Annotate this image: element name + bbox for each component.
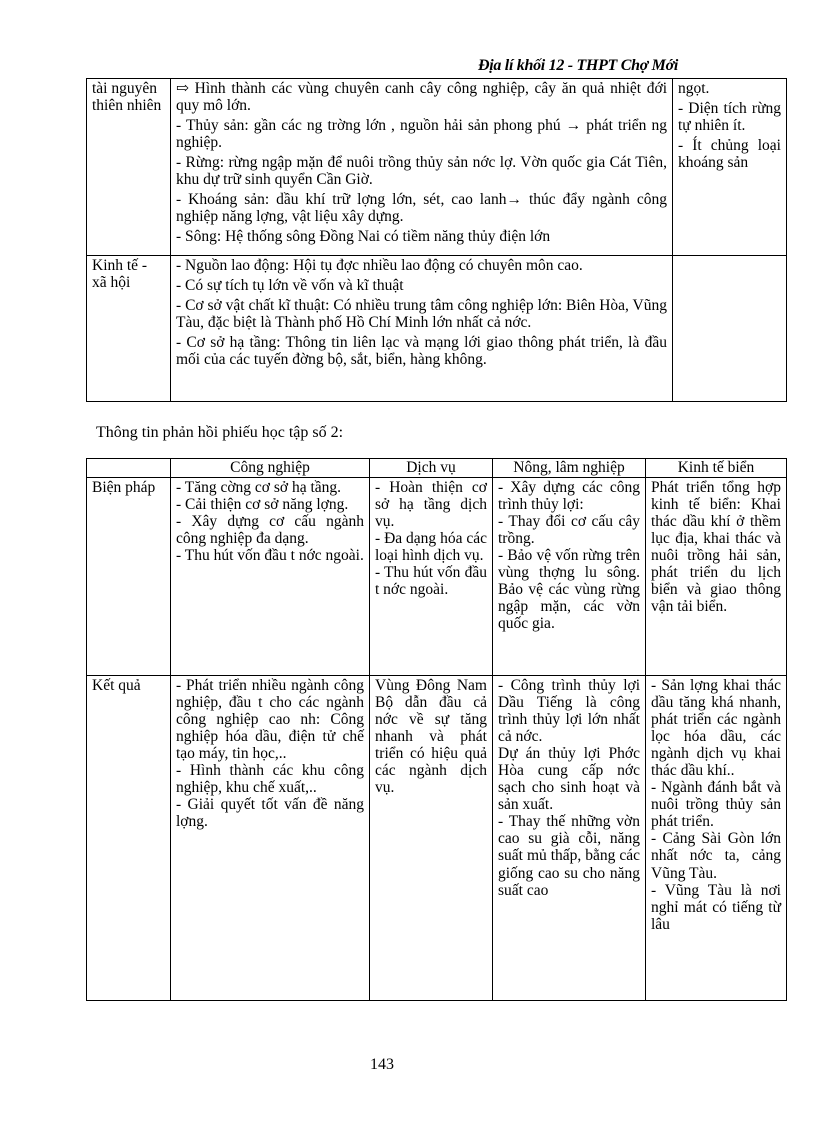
limitation-line: - Diện tích rừng tự nhiên ít. <box>678 100 781 135</box>
cell-industry <box>171 478 370 676</box>
cell-marine-economy <box>646 478 787 676</box>
cell-services <box>370 478 493 676</box>
cell-line: Dự án thủy lợi Phớc Hòa cung cấp nớc sạch cho sinh hoạt và sản xuất. <box>498 745 640 814</box>
cell-line: Vùng Đông Nam Bộ dẫn đầu cả nớc về sự tăng nhanh và phát triển có hiệu quả các ngành dịch vụ. <box>375 677 487 797</box>
cell-line: - Vũng Tàu là nơi nghỉ mát có tiếng từ lâu <box>651 881 781 933</box>
cell-line: - Công trình thủy lợi Dầu Tiếng là công trình thủy lợi lớn nhất cả nớc. <box>498 677 640 746</box>
row-content <box>171 79 673 256</box>
content-line: - Sông: Hệ thống sông Đồng Nai có tiềm năng thủy điện lớn <box>176 228 551 246</box>
row-content <box>171 256 673 402</box>
header-row <box>87 459 787 478</box>
header-cell-empty <box>87 459 171 478</box>
cell-line: - Cải thiện cơ sở năng lợng. <box>176 496 349 514</box>
cell-line: - Thu hút vốn đầu t nớc ngoài. <box>176 547 364 565</box>
header-industry: Công nghiệp <box>171 459 370 478</box>
cell-agriculture <box>493 478 646 676</box>
cell-line: - Giải quyết tốt vấn đề năng lợng. <box>176 796 364 831</box>
content-line: - Cơ sở hạ tầng: Thông tin liên lạc và mạng lới giao thông phát triển, là đầu mối của các tuyến đờng bộ, sắt, biển, hàng không. <box>176 334 667 369</box>
content-line: - Cơ sở vật chất kĩ thuật: Có nhiều trung tâm công nghiệp lớn: Biên Hòa, Vũng Tàu, đặc biệt là Thành phố Hồ Chí Minh lớn nhất cả nớc. <box>176 297 667 332</box>
table-row <box>87 256 787 402</box>
table-row <box>87 79 787 256</box>
cell-services <box>370 676 493 1001</box>
page-number: 143 <box>370 1056 394 1073</box>
cell-line: - Sản lợng khai thác dầu tăng khá nhanh, phát triển các ngành lọc hóa dầu, các ngành dịch vụ khai thác dầu khí.. <box>651 677 781 780</box>
cell-line: - Đa dạng hóa các loại hình dịch vụ. <box>375 530 487 565</box>
table-row <box>87 676 787 1001</box>
cell-industry <box>171 676 370 1001</box>
cell-line: - Thay đổi cơ cấu cây trồng. <box>498 513 640 548</box>
content-line: - Có sự tích tụ lớn về vốn và kĩ thuật <box>176 277 404 295</box>
row-label: Biện pháp <box>87 478 171 676</box>
cell-line: - Xây dựng các công trình thủy lợi: <box>498 479 640 514</box>
header-services: Dịch vụ <box>370 459 493 478</box>
row-limitations <box>673 256 787 402</box>
cell-marine-economy <box>646 676 787 1001</box>
cell-line: - Thu hút vốn đầu t nớc ngoài. <box>375 564 487 599</box>
cell-line: - Phát triển nhiều ngành công nghiệp, đầu t cho các ngành công nghiệp cao nh: Công nghiệp hóa dầu, điện tử chế tạo máy, tin học,.. <box>176 677 364 763</box>
content-line: ⇨ Hình thành các vùng chuyên canh cây công nghiệp, cây ăn quả nhiệt đới quy mô lớn. <box>176 80 667 115</box>
limitation-line: ngọt. <box>678 80 710 97</box>
section-title: Thông tin phản hồi phiếu học tập số 2: <box>96 424 344 441</box>
header-marine-economy: Kinh tế biển <box>646 459 787 478</box>
content-line: - Rừng: rừng ngập mặn để nuôi trồng thủy sản nớc lợ. Vờn quốc gia Cát Tiên, khu dự trữ sinh quyển Cần Giờ. <box>176 154 667 189</box>
page-header: Địa lí khối 12 - THPT Chợ Mới <box>478 57 679 74</box>
cell-line: - Tăng cờng cơ sở hạ tầng. <box>176 479 342 496</box>
cell-line: - Hoàn thiện cơ sở hạ tầng dịch vụ. <box>375 479 487 531</box>
feedback-table <box>86 458 787 1001</box>
limitation-line: - Ít chủng loại khoáng sản <box>678 137 781 172</box>
cell-line: - Bảo vệ vốn rừng trên vùng thợng lu sông. Bảo vệ các vùng rừng ngập mặn, các vờn quốc gia. <box>498 547 640 633</box>
table-row <box>87 478 787 676</box>
row-label: Kinh tế - xã hội <box>87 256 171 402</box>
row-limitations <box>673 79 787 256</box>
cell-line: Phát triển tổng hợp kinh tế biển: Khai thác dầu khí ở thềm lục địa, khai thác và nuôi trồng hải sản, phát triển du lịch biển và giao thông vận tải biển. <box>651 479 781 616</box>
content-line: - Thủy sản: gần các ng trờng lớn , nguồn hải sản phong phú → phát triển ng nghiệp. <box>176 117 667 152</box>
cell-line: - Cảng Sài Gòn lớn nhất nớc ta, cảng Vũng Tàu. <box>651 830 781 882</box>
cell-agriculture <box>493 676 646 1001</box>
content-line: - Nguồn lao động: Hội tụ đợc nhiều lao động có chuyên môn cao. <box>176 257 583 274</box>
cell-line: - Hình thành các khu công nghiệp, khu chế xuất,.. <box>176 762 364 797</box>
cell-line: - Thay thế những vờn cao su già cỗi, năng suất mủ thấp, bằng các giống cao su cho năng suất cao <box>498 813 640 899</box>
row-label: tài nguyên thiên nhiên <box>87 79 171 256</box>
row-label: Kết quả <box>87 676 171 1001</box>
content-line: - Khoáng sản: dầu khí trữ lợng lớn, sét, cao lanh→ thúc đẩy ngành công nghiệp năng lợng, vật liệu xây dựng. <box>176 191 667 226</box>
header-agriculture: Nông, lâm nghiệp <box>493 459 646 478</box>
regional-factors-table <box>86 78 787 402</box>
cell-line: - Ngành đánh bắt và nuôi trồng thủy sản phát triển. <box>651 779 781 831</box>
cell-line: - Xây dựng cơ cấu ngành công nghiệp đa dạng. <box>176 513 364 548</box>
